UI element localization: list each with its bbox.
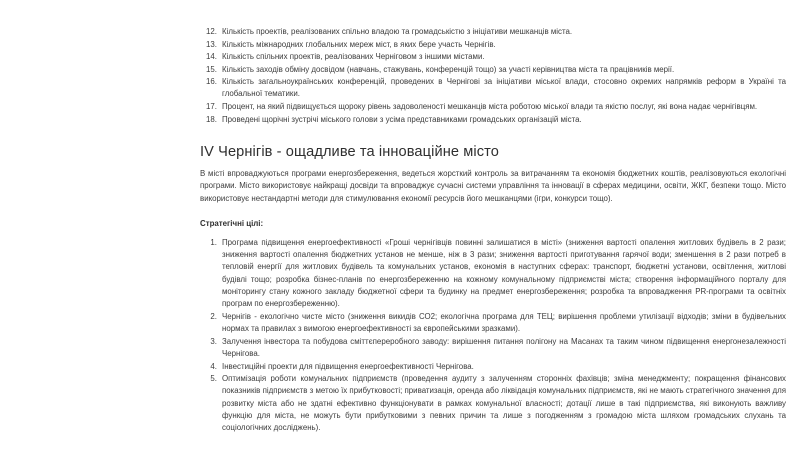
list-item-number: 4. — [210, 361, 217, 371]
list-item — [200, 361, 786, 373]
strategic-goals-label: Стратегічні цілі: — [200, 219, 264, 229]
list-item-text: Інвестиційні проекти для підвищення енергоефективності Чернігова. — [222, 361, 474, 371]
indicator-list — [200, 26, 786, 126]
list-item — [200, 64, 786, 76]
list-item-number: 12. — [206, 27, 217, 36]
list-item — [200, 373, 786, 435]
list-item-number: 16. — [206, 77, 217, 87]
list-item-number: 17. — [206, 102, 217, 111]
list-item-text: Залучення інвестора та побудова сміттєпереробного заводу: вирішення питання полігону на Масанах та таким чином підвищення енергонезалежності Чернігова. — [222, 336, 786, 358]
list-item-text: Програма підвищення енергоефективності «Гроші чернігівців повинні залишатися в місті» (зниження вартості опалення житлових будівель в 2 рази; зниження вартості опалення бюджетних установ не менше, ніж в 3 рази; зниження вартості приготування гарячої води; зменшення в 2 рази потреб в тепловій енергії для житлових будівель та комунальних установ, економія в наступних сферах: транспорт, бюджетні установи, освітлення, житлові будівлі тощо; розробка бізнес-планів по енергозбереженню на кожному комунальному підприємстві міста; створення інформаційного порталу для моніторингу стану кожного закладу бюджетної сфери та будинку на предмет енергозбереження; розробка та впровадження PR-програми та освітніх програм по енергозбереженню). — [222, 237, 786, 309]
strategic-goals-list — [200, 237, 786, 435]
list-item — [200, 51, 786, 63]
list-item-text: Кількість спільних проектів, реалізованих Черніговом з іншими містами. — [222, 52, 485, 62]
list-item-text: Проведені щорічні зустрічі міського голови з усіма представниками громадських організацій міста. — [222, 114, 582, 124]
list-item — [200, 39, 786, 51]
list-item — [200, 237, 786, 311]
page-content — [200, 26, 786, 435]
list-item-number: 5. — [210, 374, 217, 384]
list-item-number: 2. — [210, 311, 217, 321]
list-item-number: 15. — [206, 64, 217, 74]
list-item — [200, 26, 786, 38]
list-item-text: Кількість загальноукраїнських конференцій, проведених в Чернігові за ініціативи міської влади, стосовно окремих напрямків реформ в Україні та глобальної тематики. — [222, 77, 786, 99]
section-intro-paragraph: В місті впроваджуються програми енергозбереження, ведеться жорсткий контроль за витрачанням та економія бюджетних коштів, реалізовуються екологічні програми. Місто використовує найкращі досвіди та впроваджує сучасні системи управління та інновації в сферах медицини, освіти, ЖКГ, безпеки тощо. Місто використовує нестандартні методи для стимулювання економії ресурсів його мешканцями (ігри, конкурси тощо). — [200, 168, 786, 203]
list-item-number: 13. — [206, 39, 217, 49]
list-item-number: 14. — [206, 52, 217, 62]
list-item-number: 18. — [206, 114, 217, 124]
section-heading: IV Чернігів - ощадливе та інноваційне місто — [200, 143, 499, 160]
list-item-number: 3. — [210, 336, 217, 346]
list-item — [200, 336, 786, 361]
list-item-text: Процент, на який підвищується щороку рівень задоволеності мешканців міста роботою міської влади та якістю послуг, які вона надає чернігівцям. — [222, 102, 758, 111]
list-item — [200, 101, 786, 113]
list-item-text: Чернігів - екологічно чисте місто (зниження викидів СО2; екологічна програма для ТЕЦ; вирішення проблеми утилізації відходів; зміни в будівельних нормах та правилах з вимогою енергоефективності за європейськими зразками). — [222, 311, 786, 334]
list-item — [200, 311, 786, 336]
list-item-text: Кількість проектів, реалізованих спільно владою та громадськістю з ініціативи мешканців міста. — [222, 27, 573, 36]
list-item-number: 1. — [210, 237, 217, 247]
list-item — [200, 114, 786, 126]
list-item-text: Оптимізація роботи комунальних підприємств (проведення аудиту з залученням сторонніх фахівців; зміна менеджменту; покращення фінансових показників підприємств з метою їх прибутковості; приватизація, оренда або ліквідація комунальних підприємств, які не мають стратегічного значення для розвитку міста або не здатні ефективно функціонувати в рамках комунальної власності; дотації лише в такі підприємства, які виконують важливу функцію для міста, не можуть бути прибутковими з певних причин та лише з погодженням з громадою міста шляхом громадських слухань та соціологічних досліджень). — [222, 374, 786, 433]
list-item — [200, 76, 786, 101]
list-item-text: Кількість міжнародних глобальних мереж міст, в яких бере участь Чернігів. — [222, 39, 496, 49]
list-item-text: Кількість заходів обміну досвідом (навчань, стажувань, конференцій тощо) за участі керівництва міста та працівників мерії. — [222, 64, 675, 74]
